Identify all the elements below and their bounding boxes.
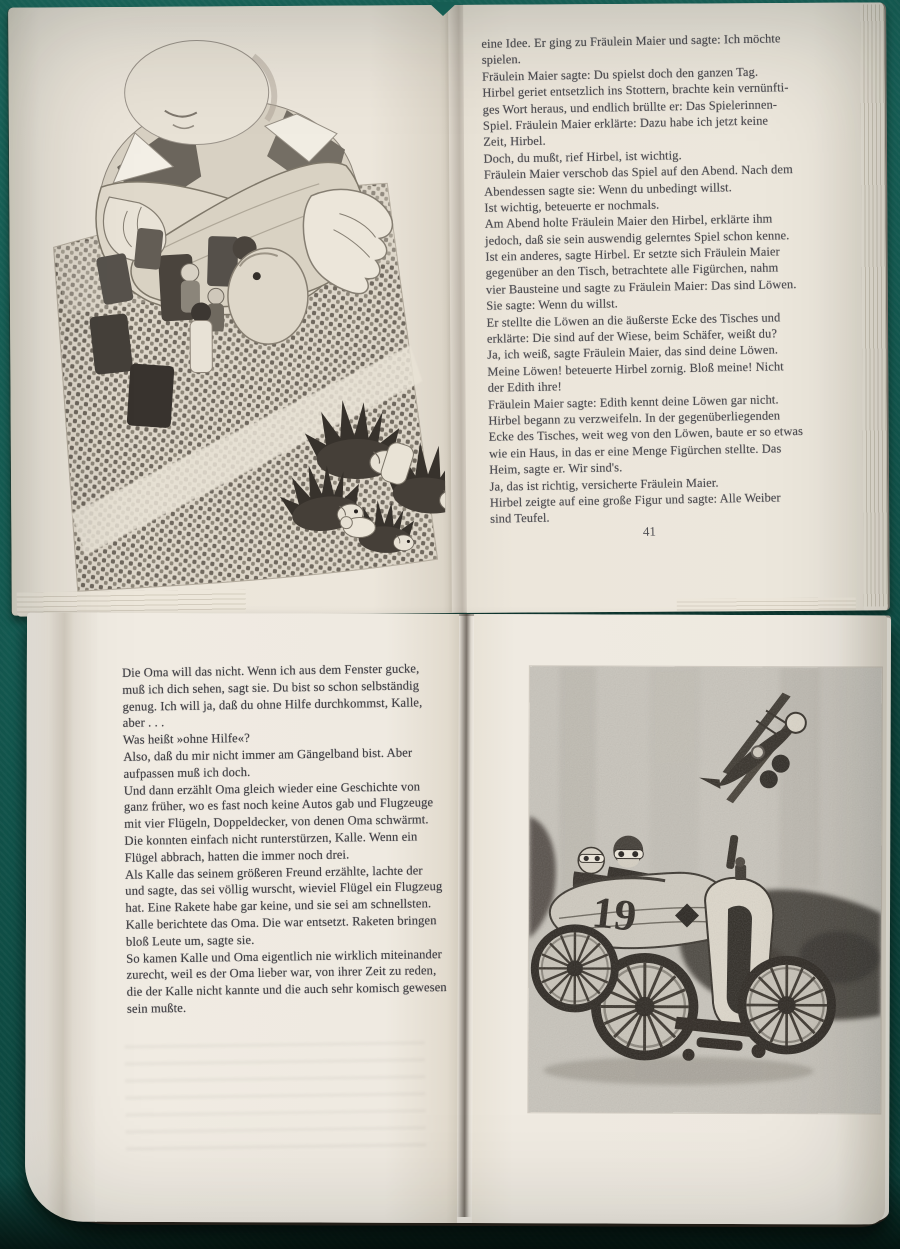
text-line: Hirbel geriet entsetzlich ins Stottern, brachte kein vernünfti- (482, 80, 789, 100)
text-line: Ecke des Tisches, weit weg von den Löwen, baute er so etwas (488, 424, 804, 445)
text-line: hat. Eine Rakete habe gar keine, und sie sei am schnellsten. (125, 896, 432, 915)
bowed-head (124, 40, 269, 145)
illustration-crossed-arms-table (38, 13, 446, 597)
text-line: Doch, du mußt, rief Hirbel, ist wichtig. (483, 147, 682, 166)
story-text-hirbel (481, 30, 820, 528)
top-book (8, 2, 890, 615)
text-line: Er stellte die Löwen an die äußerste Ecke des Tisches und (486, 310, 781, 330)
text-line: Und dann erzählt Oma gleich wieder eine Geschichte von (123, 778, 421, 798)
text-line: Als Kalle das seinem größeren Freund erzählte, lachte der (124, 862, 423, 882)
text-line: muß ich dich sehen, sagt sie. Du bist so schon selbständig (122, 678, 420, 697)
text-line: Sie sagte: Wenn du willst. (486, 296, 619, 314)
bottom-book-cover-fold (25, 612, 99, 1221)
page-number: 41 (642, 523, 656, 539)
text-line: bloß Leute um, sagte sie. (125, 932, 255, 949)
bottom-book (25, 612, 891, 1227)
text-line: Fräulein Maier sagte: Du spielst doch den ganzen Tag. (481, 64, 759, 84)
text-line: wie ein Haus, in das er eine Menge Figürchen stellte. Das (488, 441, 782, 461)
bottom-book-right-page (472, 614, 887, 1224)
text-line: Fräulein Maier sagte: Edith kennt deine Löwen gar nicht. (487, 392, 779, 412)
text-line: Spiel. Fräulein Maier erklärte: Dazu habe ich jetzt keine (482, 113, 769, 133)
text-line: Hirbel zeigte auf eine große Figur und sagte: Alle Weiber (489, 490, 781, 510)
text-line: Ist wichtig, beteuerte er nochmals. (484, 197, 660, 215)
top-book-right-page (463, 2, 864, 612)
text-line: Hirbel begann zu verzweifeln. In der gegenüberliegenden (488, 408, 781, 428)
bottom-book-left-page (95, 613, 459, 1223)
text-line: Was heißt »ohne Hilfe«? (122, 731, 250, 748)
text-line: Fräulein Maier verschob das Spiel auf den Abend. Nach dem (483, 162, 793, 182)
text-line: Kalle berichtete das Oma. Die war entsetzt. Raketen bringen (125, 913, 437, 932)
text-line: Heim, sagte er. Wir sind's. (489, 460, 623, 477)
text-show-through (125, 1041, 427, 1155)
text-line: zurecht, weil es der Oma lieber war, von ihrer Zeit zu reden, (126, 963, 437, 983)
text-line: Am Abend holte Fräulein Maier den Hirbel, erklärte ihm (484, 211, 773, 232)
text-line: ganz früher, wo es fast noch keine Autos gab und Flugzeuge (123, 795, 434, 815)
text-line: die der Kalle nicht kannte und die auch sehr komisch gewesen (126, 980, 447, 999)
text-line: mit vier Flügeln, Doppeldecker, von denen Oma schwärmt. (124, 812, 429, 831)
text-line: eine Idee. Er ging zu Fräulein Maier und sagte: Ich möchte (481, 31, 781, 51)
story-text-kalle (122, 660, 457, 1018)
page-stack-edge-bottom-right (677, 598, 856, 611)
gutter-notch (428, 2, 458, 16)
text-line: Also, daß du mir nicht immer am Gängelband bist. Aber (123, 745, 413, 764)
photo-race-car-and-biplane (528, 666, 882, 1113)
text-line: sind Teufel. (490, 510, 550, 527)
text-line: und sagte, das sei völlig wurscht, wieviel Flügel ein Flugzeug (125, 879, 443, 899)
text-line: ges Wort heraus, und endlich brüllte er: Das Spielerinnen- (482, 96, 778, 117)
film-grain (528, 666, 882, 1113)
text-line: aufpassen muß ich doch. (123, 764, 251, 781)
text-line: der Edith ihre! (487, 379, 562, 395)
text-line: Die konnten einfach nicht runterstürzen, Kalle. Wenn ein (124, 829, 418, 848)
text-line: Zeit, Hirbel. (483, 133, 546, 150)
text-line: Meine Löwen! beteuerte Hirbel zornig. Bloß meine! Nicht (487, 359, 784, 379)
text-line: gegenüber an den Tisch, betrachtete alle Figürchen, nahm (485, 260, 779, 281)
text-line: aber . . . (122, 715, 165, 731)
text-line: spielen. (481, 52, 522, 68)
text-line: genug. Ich will ja, daß du ohne Hilfe durchkommst, Kalle, (122, 694, 423, 714)
text-line: Die Oma will das nicht. Wenn ich aus dem Fenster gucke, (121, 661, 420, 680)
text-line: Abendessen sagte sie: Wenn du unbedingt willst. (484, 179, 732, 199)
text-line: Ja, ich weiß, sagte Fräulein Maier, das sind deine Löwen. (487, 342, 779, 363)
large-pale-figure (228, 248, 309, 344)
text-line: So kamen Kalle und Oma eigentlich nie wirklich miteinander (126, 946, 442, 966)
text-line: Ja, das ist richtig, versicherte Fräulein Maier. (489, 475, 719, 494)
page-stack-edge-right (860, 4, 888, 606)
text-line: Flügel abbrach, hatten die immer noch drei. (124, 847, 350, 865)
text-line: vier Bausteine und sagte zu Fräulein Maier: Das sind Löwen. (485, 276, 797, 297)
text-line: erklärte: Die sind auf der Wiese, beim Schäfer, weißt du? (486, 326, 778, 346)
top-book-left-page (8, 5, 452, 616)
text-line: Ist ein anderes, sagte Hirbel. Er setzte sich Fräulein Maier (485, 244, 780, 264)
text-line: sein mußte. (126, 1000, 187, 1016)
text-line: jedoch, daß sie sein auswendig gelerntes Spiel schon kenne. (484, 227, 790, 248)
white-figurine (190, 320, 212, 372)
